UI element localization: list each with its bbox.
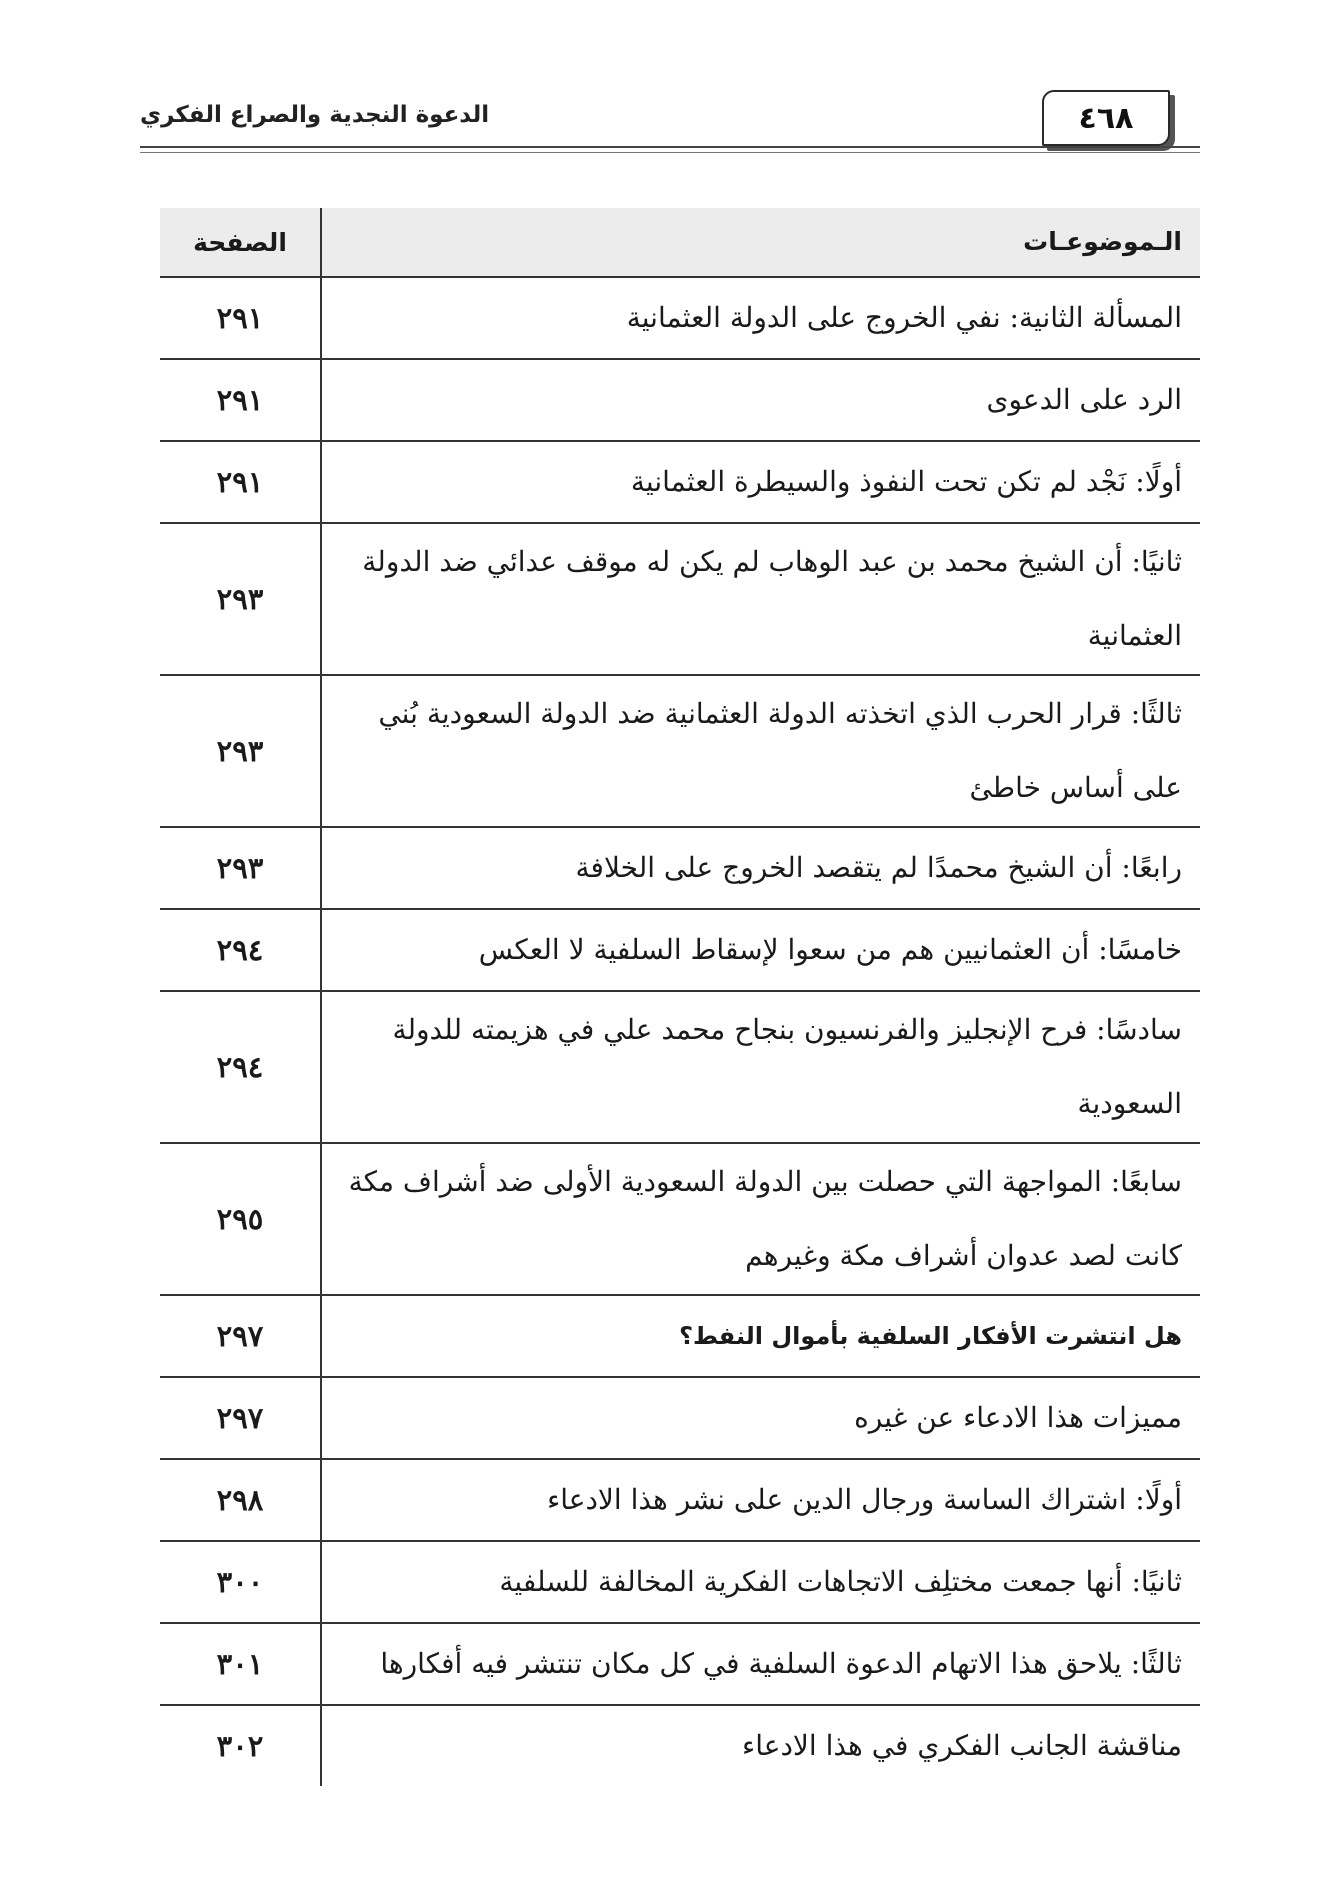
toc-row	[160, 1542, 1200, 1624]
toc-page: ٢٩٣	[160, 828, 322, 908]
toc-row	[160, 1144, 1200, 1296]
header-rule	[140, 146, 1200, 148]
toc-row-section	[160, 1296, 1200, 1378]
header-rule-thin	[140, 152, 1200, 153]
toc-row	[160, 524, 1200, 676]
toc-page: ٢٩١	[160, 360, 322, 440]
toc-topic: سابعًا: المواجهة التي حصلت بين الدولة السعودية الأولى ضد أشراف مكة كانت لصد عدوان أشراف مكة وغيرهم	[348, 1165, 1182, 1272]
toc-page: ٢٩٥	[160, 1144, 322, 1294]
toc-row	[160, 1460, 1200, 1542]
column-header-topics: الـموضوعـات	[1023, 227, 1182, 256]
toc-page: ٢٩١	[160, 442, 322, 522]
toc-page: ٣٠٢	[160, 1706, 322, 1786]
toc-row	[160, 1378, 1200, 1460]
toc-topic: أولًا: نَجْد لم تكن تحت النفوذ والسيطرة العثمانية	[630, 465, 1182, 498]
page-number: ٤٦٨	[1078, 100, 1134, 136]
toc-topic: المسألة الثانية: نفي الخروج على الدولة العثمانية	[626, 301, 1182, 334]
toc-page: ٣٠٠	[160, 1542, 322, 1622]
toc-row	[160, 442, 1200, 524]
toc-row	[160, 360, 1200, 442]
page-header	[140, 84, 1200, 166]
toc-topic: خامسًا: أن العثمانيين هم من سعوا لإسقاط السلفية لا العكس	[478, 933, 1182, 966]
toc-page: ٢٩٣	[160, 676, 322, 826]
toc-page: ٣٠١	[160, 1624, 322, 1704]
toc-topic: ثانيًا: أنها جمعت مختلِف الاتجاهات الفكرية المخالفة للسلفية	[499, 1565, 1182, 1598]
toc-row	[160, 1706, 1200, 1786]
toc-page: ٢٩٤	[160, 910, 322, 990]
toc-page: ٢٩١	[160, 278, 322, 358]
toc-topic: أولًا: اشتراك الساسة ورجال الدين على نشر هذا الادعاء	[547, 1483, 1182, 1516]
toc-page: ٢٩٤	[160, 992, 322, 1142]
toc-topic: ثانيًا: أن الشيخ محمد بن عبد الوهاب لم يكن له موقف عدائي ضد الدولة العثمانية	[362, 545, 1182, 652]
toc-topic: مناقشة الجانب الفكري في هذا الادعاء	[742, 1729, 1182, 1762]
toc-topic: الرد على الدعوى	[986, 383, 1182, 416]
toc-section-heading: هل انتشرت الأفكار السلفية بأموال النفط؟	[679, 1322, 1182, 1350]
toc-page: ٢٩٧	[160, 1296, 322, 1376]
toc-row	[160, 992, 1200, 1144]
toc-topic: ثالثًا: يلاحق هذا الاتهام الدعوة السلفية في كل مكان تنتشر فيه أفكارها	[380, 1647, 1182, 1680]
column-header-page: الصفحة	[160, 208, 322, 276]
toc-row	[160, 1624, 1200, 1706]
toc-topic: ثالثًا: قرار الحرب الذي اتخذته الدولة العثمانية ضد الدولة السعودية بُني على أساس خاطئ	[378, 697, 1182, 804]
page-number-box	[1042, 90, 1170, 146]
toc-row	[160, 910, 1200, 992]
toc-table	[160, 208, 1200, 1786]
toc-row	[160, 828, 1200, 910]
toc-topic: مميزات هذا الادعاء عن غيره	[854, 1401, 1182, 1434]
toc-row	[160, 676, 1200, 828]
toc-topic: رابعًا: أن الشيخ محمدًا لم يتقصد الخروج على الخلافة	[575, 851, 1182, 884]
toc-topic: سادسًا: فرح الإنجليز والفرنسيون بنجاح محمد علي في هزيمته للدولة السعودية	[392, 1013, 1182, 1120]
toc-page: ٢٩٧	[160, 1378, 322, 1458]
book-title: الدعوة النجدية والصراع الفكري	[140, 102, 490, 128]
toc-row	[160, 278, 1200, 360]
toc-page: ٢٩٣	[160, 524, 322, 674]
toc-page: ٢٩٨	[160, 1460, 322, 1540]
toc-header-row	[160, 208, 1200, 278]
